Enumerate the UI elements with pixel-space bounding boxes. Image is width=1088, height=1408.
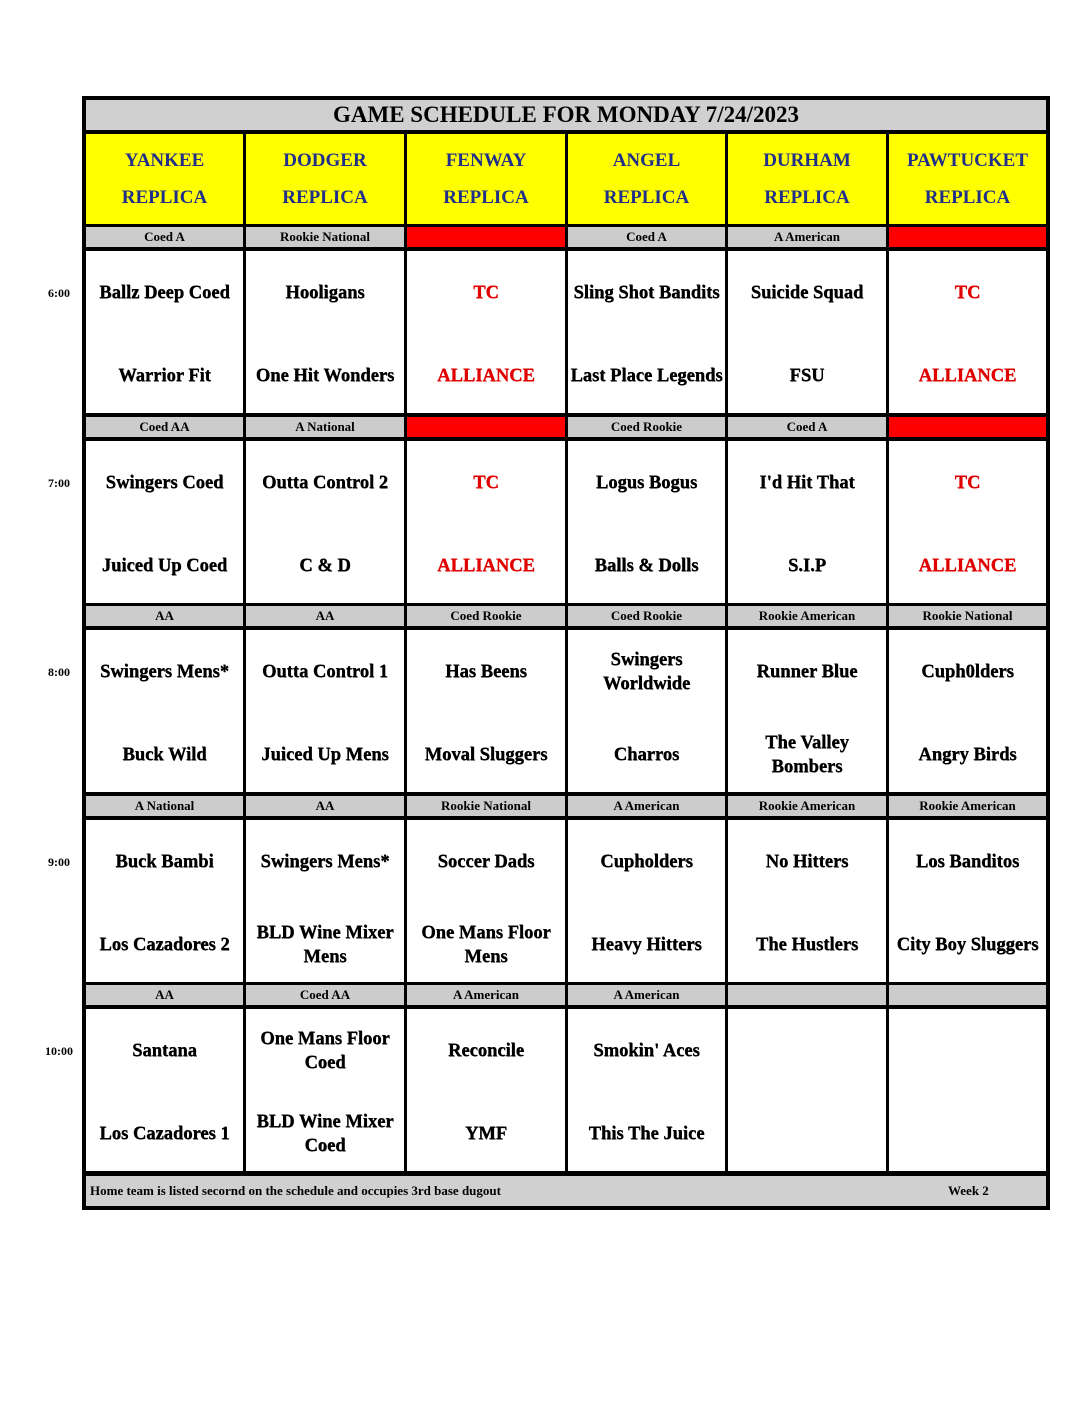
away-team: Swingers Mens*: [260, 852, 390, 872]
field-header: [889, 134, 1046, 224]
division-label: A National: [86, 796, 243, 816]
division-label: Rookie National: [889, 606, 1046, 626]
footer-note: Home team is listed secornd on the schedule and occupies 3rd base dugout: [90, 1183, 501, 1198]
field-type: REPLICA: [603, 187, 690, 208]
field-name: DODGER: [283, 150, 367, 171]
home-team: [891, 1104, 1044, 1164]
away-team: Hooligans: [285, 283, 365, 303]
division-label: [407, 417, 565, 437]
home-team: S.I.P: [787, 556, 827, 576]
home-team: C & D: [299, 556, 351, 576]
schedule-table: [82, 96, 1050, 1210]
division-label: Rookie American: [889, 796, 1046, 816]
home-team: City Boy Sluggers: [896, 935, 1039, 955]
week-label: Week 2: [948, 1183, 989, 1198]
home-team: [730, 1104, 884, 1164]
game-cell: [568, 1009, 725, 1171]
game-cell: [568, 251, 725, 413]
game-cell: [246, 1009, 404, 1171]
division-label: [728, 985, 886, 1005]
game-cell: [86, 441, 243, 603]
away-team: Reconcile: [447, 1041, 525, 1061]
field-type: REPLICA: [764, 187, 850, 208]
away-team: Los Banditos: [915, 852, 1020, 872]
time-label: 10:00: [45, 1044, 73, 1058]
division-label: Coed A: [728, 417, 886, 437]
game-cell: [246, 441, 404, 603]
home-team: Heavy Hitters: [591, 935, 702, 955]
away-team: TC: [954, 283, 981, 303]
game-cell: [568, 441, 725, 603]
field-name: PAWTUCKET: [906, 150, 1029, 171]
schedule-title: GAME SCHEDULE FOR MONDAY 7/24/2023: [86, 100, 1046, 130]
home-team: ALLIANCE: [437, 366, 535, 386]
field-name: DURHAM: [763, 150, 851, 171]
division-label: A American: [568, 796, 725, 816]
home-team: The Hustlers: [755, 935, 859, 955]
game-cell: [407, 441, 565, 603]
home-team: BLD Wine Mixer Mens: [256, 923, 394, 967]
home-team: YMF: [464, 1124, 508, 1144]
time-label: 6:00: [48, 286, 70, 300]
division-label: Coed A: [86, 227, 243, 247]
game-cell: [568, 820, 725, 982]
home-team: Los Cazadores 2: [99, 935, 230, 955]
field-type: REPLICA: [924, 187, 1011, 208]
away-team: [891, 1021, 1044, 1081]
time-label: 7:00: [48, 476, 70, 490]
field-header: [568, 134, 725, 224]
home-team: ALLIANCE: [437, 556, 535, 576]
game-cell: [246, 820, 404, 982]
home-team: BLD Wine Mixer Coed: [256, 1112, 394, 1156]
away-team: Cupholders: [600, 852, 693, 872]
home-team: Last Place Legends: [570, 366, 723, 386]
division-label: A American: [407, 985, 565, 1005]
game-cell: [889, 820, 1046, 982]
division-label: AA: [246, 796, 404, 816]
division-label: Coed Rookie: [568, 417, 725, 437]
home-team: Juiced Up Coed: [101, 556, 228, 576]
game-cell: [728, 441, 886, 603]
game-cell: [407, 820, 565, 982]
division-label: [407, 227, 565, 247]
away-team: Smokin' Aces: [593, 1041, 700, 1061]
game-cell: [568, 630, 725, 792]
home-team: Charros: [613, 745, 680, 765]
field-type: REPLICA: [282, 187, 368, 208]
game-cell: [728, 251, 886, 413]
division-label: Coed AA: [86, 417, 243, 437]
away-team: Santana: [132, 1041, 197, 1061]
game-cell: [889, 251, 1046, 413]
division-label: AA: [86, 985, 243, 1005]
field-type: REPLICA: [443, 187, 529, 208]
home-team: This The Juice: [588, 1124, 705, 1144]
away-team: One Mans Floor Coed: [260, 1029, 390, 1073]
footer-bar: [86, 1176, 1046, 1206]
field-header: [246, 134, 404, 224]
game-cell: [246, 251, 404, 413]
away-team: Suicide Squad: [750, 283, 864, 303]
home-team: The Valley Bombers: [765, 733, 849, 777]
division-label: Rookie American: [728, 796, 886, 816]
home-team: Juiced Up Mens: [261, 745, 389, 765]
away-team: Cuph0lders: [921, 662, 1014, 682]
home-team: One Hit Wonders: [255, 366, 395, 386]
away-team: Logus Bogus: [595, 473, 698, 493]
time-label: 8:00: [48, 665, 70, 679]
away-team: Soccer Dads: [437, 852, 535, 872]
home-team: Buck Wild: [122, 745, 207, 765]
game-cell: [407, 251, 565, 413]
home-team: Los Cazadores 1: [99, 1124, 230, 1144]
game-cell: [728, 630, 886, 792]
division-label: Rookie American: [728, 606, 886, 626]
game-cell: [889, 1009, 1046, 1171]
game-cell: [407, 1009, 565, 1171]
home-team: Warrior Fit: [118, 366, 211, 386]
away-team: Buck Bambi: [115, 852, 214, 872]
field-name: YANKEE: [124, 150, 205, 171]
division-label: A American: [568, 985, 725, 1005]
division-label: Rookie National: [246, 227, 404, 247]
field-header: [86, 134, 243, 224]
away-team: Outta Control 1: [261, 662, 389, 682]
game-cell: [728, 1009, 886, 1171]
field-name: FENWAY: [445, 150, 527, 171]
division-label: Coed Rookie: [407, 606, 565, 626]
game-cell: [86, 820, 243, 982]
away-team: Swingers Mens*: [100, 662, 229, 682]
game-cell: [86, 1009, 243, 1171]
field-type: REPLICA: [121, 187, 208, 208]
away-team: Sling Shot Bandits: [573, 283, 720, 303]
game-cell: [889, 630, 1046, 792]
away-team: [730, 1021, 884, 1081]
division-label: AA: [86, 606, 243, 626]
game-cell: [728, 820, 886, 982]
away-team: TC: [473, 473, 499, 493]
home-team: Balls & Dolls: [594, 556, 699, 576]
division-label: Coed Rookie: [568, 606, 725, 626]
home-team: ALLIANCE: [918, 366, 1017, 386]
home-team: Angry Birds: [918, 745, 1017, 765]
field-header: [407, 134, 565, 224]
division-label: AA: [246, 606, 404, 626]
away-team: Has Beens: [445, 662, 527, 682]
division-label: A National: [246, 417, 404, 437]
game-cell: [889, 441, 1046, 603]
field-name: ANGEL: [612, 150, 681, 171]
away-team: TC: [954, 473, 981, 493]
away-team: Runner Blue: [756, 662, 858, 682]
home-team: FSU: [789, 366, 825, 386]
away-team: Swingers Worldwide: [602, 650, 691, 694]
game-cell: [246, 630, 404, 792]
away-team: Swingers Coed: [105, 473, 224, 493]
game-cell: [86, 630, 243, 792]
division-label: [889, 227, 1046, 247]
home-team: ALLIANCE: [918, 556, 1017, 576]
game-cell: [86, 251, 243, 413]
division-label: [889, 985, 1046, 1005]
game-cell: [407, 630, 565, 792]
division-label: Rookie National: [407, 796, 565, 816]
home-team: Moval Sluggers: [424, 745, 548, 765]
away-team: TC: [473, 283, 499, 303]
away-team: Ballz Deep Coed: [99, 283, 230, 303]
away-team: I'd Hit That: [759, 473, 855, 493]
home-team: One Mans Floor Mens: [421, 923, 551, 967]
division-label: Coed AA: [246, 985, 404, 1005]
division-label: Coed A: [568, 227, 725, 247]
field-header: [728, 134, 886, 224]
division-label: A American: [728, 227, 886, 247]
away-team: Outta Control 2: [261, 473, 389, 493]
time-label: 9:00: [48, 855, 70, 869]
division-label: [889, 417, 1046, 437]
away-team: No Hitters: [765, 852, 849, 872]
